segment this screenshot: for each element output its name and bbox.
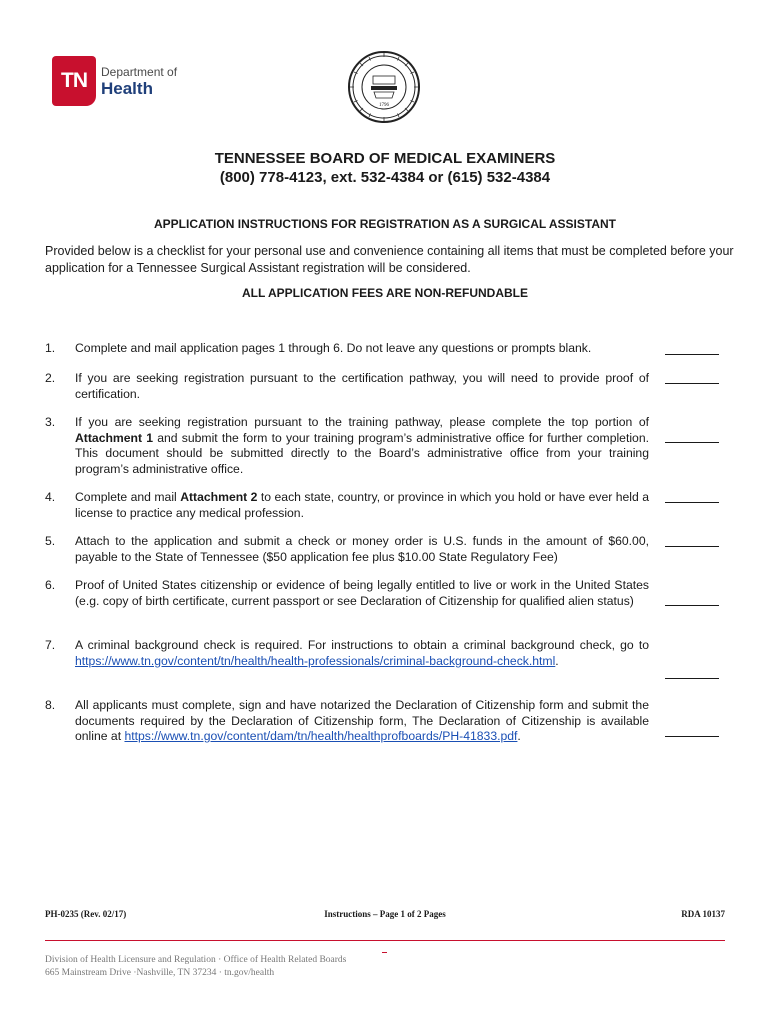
item-number: 7.: [45, 638, 56, 652]
fees-notice: ALL APPLICATION FEES ARE NON-REFUNDABLE: [241, 286, 528, 300]
attachment-1-label: Attachment 1: [75, 430, 154, 445]
item-text-part: A criminal background check is required. For instructions to obtain a criminal background check, go to: [75, 638, 649, 652]
item-number: 2.: [45, 371, 56, 385]
checkoff-line[interactable]: [665, 354, 719, 355]
item-text: Complete and mail application pages 1 through 6. Do not leave any questions or prompts blank.: [75, 341, 592, 355]
item-text: [75, 638, 649, 669]
item-text: [75, 698, 649, 745]
tn-health-logo: [52, 56, 177, 106]
checkoff-line[interactable]: [665, 383, 719, 384]
intro-paragraph: Provided below is a checklist for your personal use and convenience containing all items that must be completed before your application for a Tennessee Surgical Assistant registration will be considered.: [45, 244, 734, 275]
section-subtitle: APPLICATION INSTRUCTIONS FOR REGISTRATION AS A SURGICAL ASSISTANT: [153, 217, 616, 231]
checkoff-line[interactable]: [665, 442, 719, 443]
item-text-part: Complete and mail: [75, 490, 181, 504]
citizenship-form-link[interactable]: https://www.tn.gov/content/dam/tn/health/healthprofboards/PH-41833.pdf: [124, 729, 518, 743]
attachment-2-label: Attachment 2: [180, 490, 258, 504]
checkoff-line[interactable]: [665, 605, 719, 606]
item-number: 5.: [45, 534, 56, 548]
phone-numbers: (800) 778-4123, ext. 532-4384 or (615) 532-4384: [219, 169, 551, 186]
logo-health: Health: [101, 78, 153, 98]
item-text-part: .: [517, 729, 521, 743]
item-text-part: If you are seeking registration pursuant to the training pathway, please complete the top portion of: [75, 415, 649, 429]
checkoff-line[interactable]: [665, 546, 719, 547]
address-line-2: 665 Mainstream Drive ·Nashville, TN 37234 · tn.gov/health: [45, 968, 275, 978]
state-seal-icon: [347, 50, 421, 124]
checkoff-line[interactable]: [665, 736, 719, 737]
item-text: Attach to the application and submit a check or money order is U.S. funds in the amount of $60.00, payable to the State of Tennessee ($50 application fee plus $10.00 State Regulatory Fee): [75, 534, 649, 564]
checkoff-line[interactable]: [665, 502, 719, 503]
footer-divider-mark: [382, 952, 387, 953]
item-text: If you are seeking registration pursuant to the certification pathway, you will need to provide proof of certification.: [75, 371, 649, 401]
form-id: PH-0235 (Rev. 02/17): [45, 909, 127, 919]
item-text-part: and submit the form to your training program’s administrative office for further completion. This document should be submitted directly to the Board’s administrative office from your training program’s administrative office.: [75, 430, 649, 476]
item-number: 8.: [45, 698, 56, 712]
rda-number: RDA 10137: [681, 909, 725, 919]
item-number: 6.: [45, 578, 56, 592]
item-number: 4.: [45, 490, 56, 504]
item-text: [75, 415, 649, 477]
address-line-1: Division of Health Licensure and Regulation · Office of Health Related Boards: [45, 955, 347, 965]
page-title: TENNESSEE BOARD OF MEDICAL EXAMINERS: [214, 150, 556, 167]
logo-text: [101, 66, 177, 97]
item-number: 1.: [45, 341, 56, 355]
item-text-part: All applicants must complete, sign and have notarized the Declaration of Citizenship form and submit the documents required by the Declaration of Citizenship form, The Declaration of Citizenship is available online at: [75, 698, 649, 743]
logo-badge: TN: [52, 56, 96, 106]
svg-text:1796: 1796: [379, 103, 389, 108]
page-info: Instructions – Page 1 of 2 Pages: [324, 909, 446, 919]
item-text: Proof of United States citizenship or evidence of being legally entitled to live or work in the United States (e.g. copy of birth certificate, current passport or see Declaration of Citizenship for qualified alien status): [75, 578, 649, 608]
background-check-link[interactable]: https://www.tn.gov/content/tn/health/health-professionals/criminal-background-check.html: [75, 653, 556, 668]
item-number: 3.: [45, 415, 56, 429]
item-text-part: .: [555, 653, 559, 668]
logo-department: Department of: [101, 64, 178, 79]
item-text: [75, 490, 649, 521]
item-text-part: to each state, country, or province in which you hold or have ever held a license to practice any medical profession.: [75, 490, 650, 520]
checkoff-line[interactable]: [665, 678, 719, 679]
footer-divider: [45, 940, 725, 941]
